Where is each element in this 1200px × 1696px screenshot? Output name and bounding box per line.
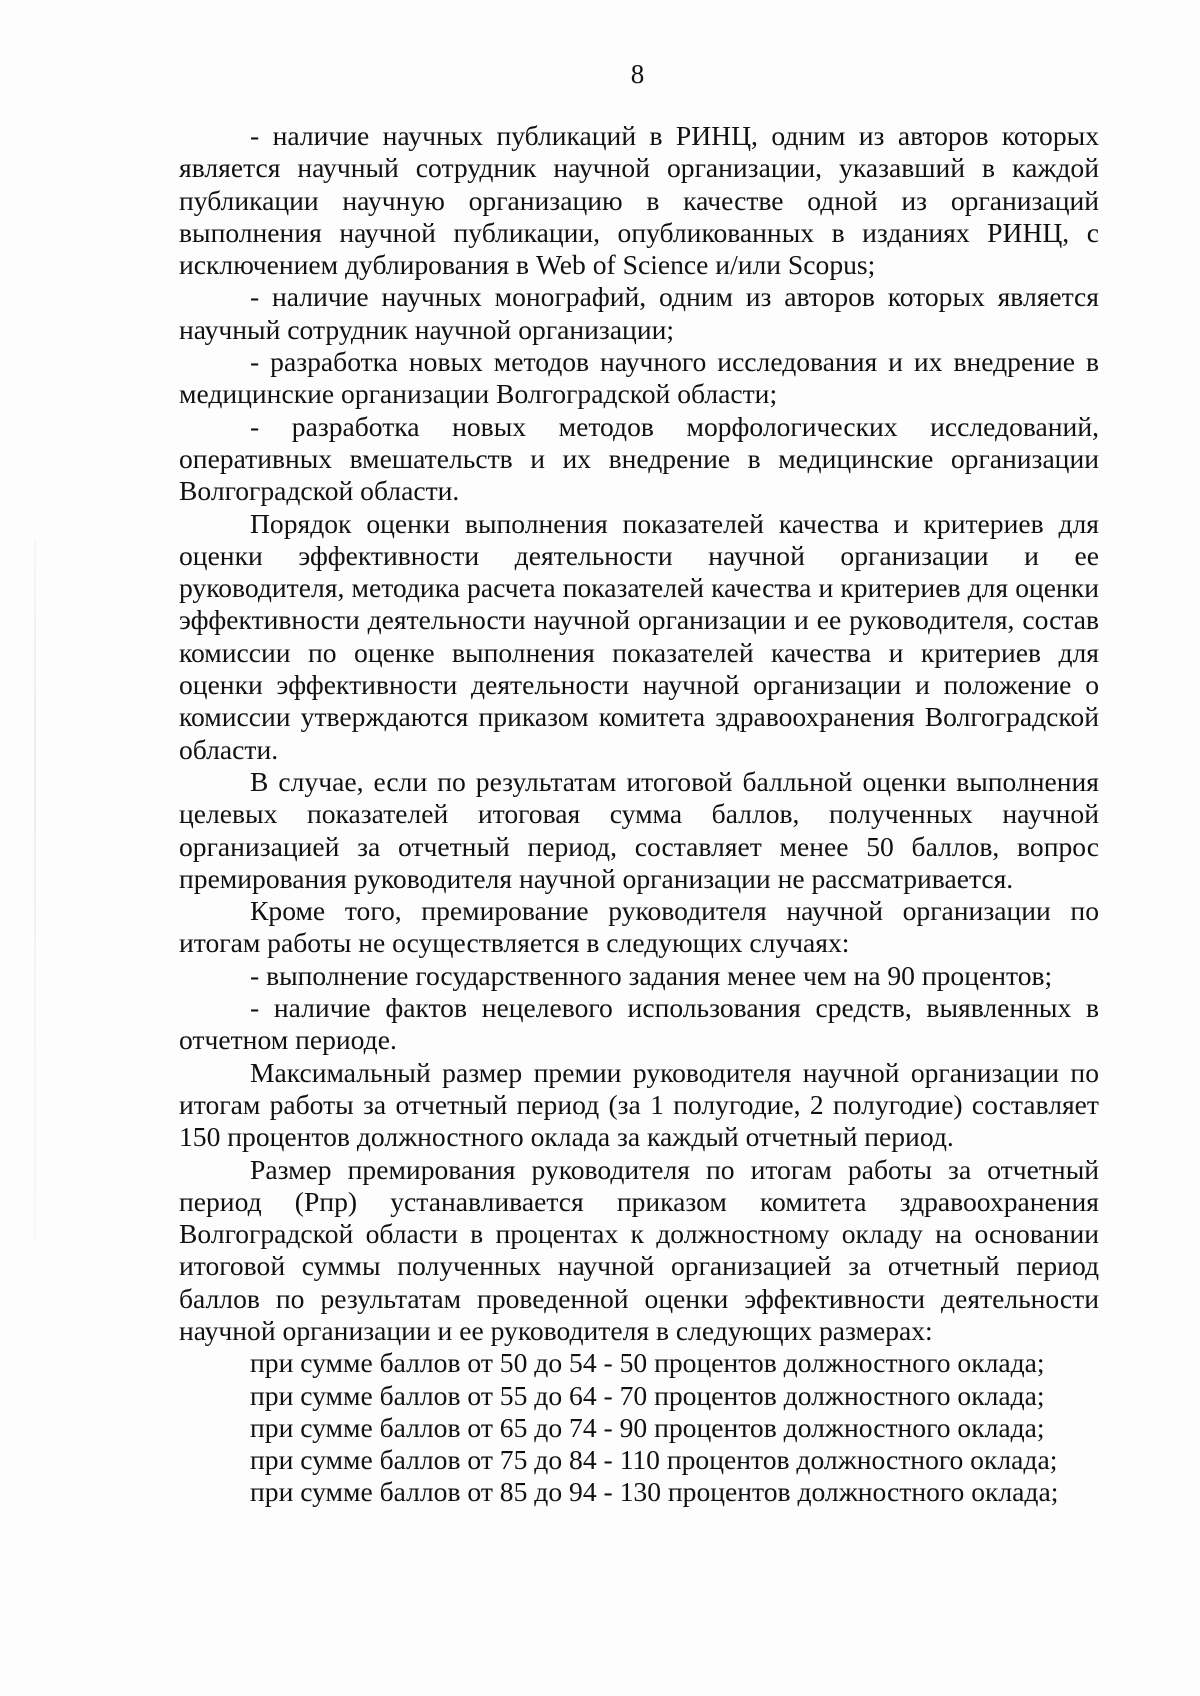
- paragraph-evaluation-procedure: Порядок оценки выполнения показателей качества и критериев для оценки эффективности деятельности научной организации и ее руководителя, методика расчета показателей качества и критериев для оценки эффективности деятельности научной организации и ее руководителя, состав комиссии по оценке выполнения показателей качества и критериев для оценки эффективности деятельности научной организации и положение о комиссии утверждаются приказом комитета здравоохранения Волгоградской области.: [179, 507, 1099, 765]
- paragraph-below-50-points: В случае, если по результатам итоговой балльной оценки выполнения целевых показателей итоговая сумма баллов, полученных научной организацией за отчетный период, составляет менее 50 баллов, вопрос премирования руководителя научной организации не рассматривается.: [179, 765, 1099, 894]
- page-number: 8: [630, 59, 645, 89]
- paragraph-bonus-size: Размер премирования руководителя по итогам работы за отчетный период (Рпр) устанавливается приказом комитета здравоохранения Волгоградской области в процентах к должностному окладу на основании итоговой суммы полученных научной организацией за отчетный период баллов по результатам проведенной оценки эффективности деятельности научной организации и ее руководителя в следующих размерах:: [179, 1153, 1099, 1346]
- bonus-scale-line: при сумме баллов от 65 до 74 - 90 процентов должностного оклада;: [250, 1411, 1045, 1443]
- paragraph-misuse-condition: - наличие фактов нецелевого использования средств, выявленных в отчетном периоде.: [179, 992, 1099, 1056]
- paragraph-monographs: - наличие научных монографий, одним из авторов которых является научный сотрудник научной организации;: [179, 281, 1099, 345]
- paragraph-maximum-bonus: Максимальный размер премии руководителя научной организации по итогам работы за отчетный период (за 1 полугодие, 2 полугодие) составляет 150 процентов должностного оклада за каждый отчетный период.: [179, 1056, 1099, 1153]
- document-body: [179, 120, 1099, 1509]
- bonus-scale-line: при сумме баллов от 55 до 64 - 70 процентов должностного оклада;: [250, 1379, 1045, 1411]
- paragraph-no-bonus-cases: Кроме того, премирование руководителя научной организации по итогам работы не осуществляется в следующих случаях:: [179, 895, 1099, 959]
- paragraph-rinc-publications: - наличие научных публикаций в РИНЦ, одним из авторов которых является научный сотрудник научной организации, указавший в каждой публикации научную организацию в качестве одной из организаций выполнения научной публикации, опубликованных в изданиях РИНЦ, с исключением дублирования в Web of Science и/или Scopus;: [179, 120, 1099, 281]
- paragraph-research-methods: - разработка новых методов научного исследования и их внедрение в медицинские организации Волгоградской области;: [179, 346, 1099, 410]
- bonus-scale-line: при сумме баллов от 50 до 54 - 50 процентов должностного оклада;: [250, 1347, 1045, 1379]
- bonus-scale-line: при сумме баллов от 75 до 84 - 110 процентов должностного оклада;: [250, 1444, 1058, 1476]
- scan-edge-artifact: [34, 540, 36, 1240]
- paragraph-morphological-methods: - разработка новых методов морфологических исследований, оперативных вмешательств и их внедрение в медицинские организации Волгоградской области.: [179, 410, 1099, 507]
- paragraph-state-task-condition: - выполнение государственного задания менее чем на 90 процентов;: [250, 959, 1053, 991]
- bonus-scale-line: при сумме баллов от 85 до 94 - 130 процентов должностного оклада;: [250, 1476, 1059, 1508]
